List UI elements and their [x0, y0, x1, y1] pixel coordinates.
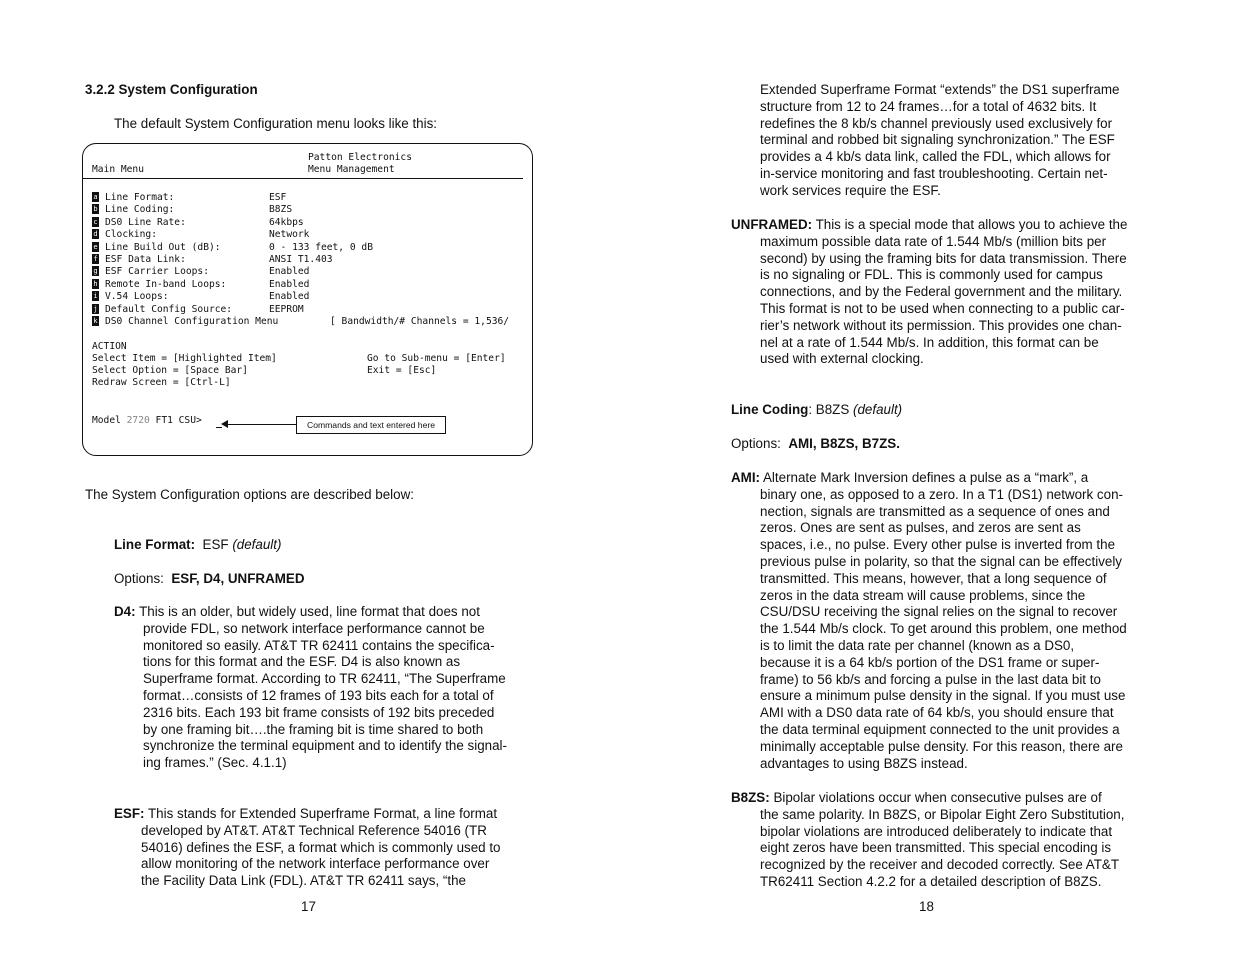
d4-description [114, 604, 507, 772]
menu-row-label: Default Config Source: [105, 303, 233, 315]
menu-key-highlight: b [93, 205, 98, 214]
paragraph-line: Extended Superframe Format “extends” the DS1 superframe [760, 82, 1120, 97]
terminal-screenshot [82, 143, 533, 456]
menu-row-label: ESF Carrier Loops: [105, 266, 209, 278]
paragraph-line: eight zeros have been transmitted. This special encoding is [760, 840, 1112, 856]
paragraph-line: in-service monitoring and fast troubleshooting. Certain net- [760, 165, 1108, 181]
paragraph-line: structure from 12 to 24 frames…for a total of 4632 bits. It [760, 98, 1097, 114]
paragraph-line: This format is not to be used when connecting to a public car- [760, 300, 1125, 316]
paragraph-line: connections, and by the Federal government and the military. [760, 284, 1123, 300]
paragraph-line: recognized by the receiver and decoded correctly. See AT&T [760, 857, 1120, 873]
menu-row-value: [ Bandwidth/# Channels = 1,536/ [330, 316, 510, 327]
terminal-company: Patton Electronics [308, 152, 412, 163]
menu-key-highlight: e [93, 242, 98, 251]
menu-row-label: DS0 Line Rate: [105, 216, 186, 228]
paragraph-line: ing frames.” (Sec. 4.1.1) [143, 755, 287, 771]
paragraph-line: provides a 4 kb/s data link, called the FDL, which allows for [760, 149, 1111, 165]
menu-key-highlight: f [93, 255, 98, 263]
menu-row-label: ESF Data Link: [105, 254, 186, 265]
paragraph-line: Superframe format. According to TR 62411, “The Superframe [143, 671, 506, 687]
paragraph-heading: D4: [114, 604, 136, 619]
terminal-action-redraw: Redraw Screen = [Ctrl-L] [92, 377, 231, 388]
paragraph-line: transmitted. This means, however, that a long sequence of [760, 570, 1107, 586]
paragraph-line: previous pulse in polarity, so that the signal can be effectively [760, 553, 1123, 569]
paragraph-line: Bipolar violations occur when consecutive pulses are of [773, 790, 1102, 805]
paragraph-line: Alternate Mark Inversion defines a pulse as a “mark”, a [763, 470, 1089, 485]
paragraph-line: redefines the 8 kb/s channel previously used exclusively for [760, 115, 1113, 131]
paragraph-line: because it is a 64 kb/s portion of the DS1 frame or super- [760, 654, 1100, 670]
menu-row-label: Clocking: [105, 229, 157, 241]
paragraph-line: zeros in the data stream will cause problems, since the [760, 587, 1086, 603]
paragraph-heading: AMI: [731, 470, 761, 485]
page-number-right: 18 [919, 899, 934, 914]
menu-key-highlight: c [93, 217, 98, 226]
page-number-left: 17 [301, 899, 316, 914]
ami-description [731, 470, 1127, 772]
menu-row-label: Line Coding: [105, 204, 175, 216]
paragraph-line: CSU/DSU receiving the signal relies on the signal to recover [760, 604, 1118, 620]
paragraph-line: work services require the ESF. [760, 182, 941, 198]
menu-key-highlight: g [93, 267, 98, 276]
menu-row-value: B8ZS [269, 204, 293, 216]
paragraph-line: tions for this format and the ESF. D4 is also known as [143, 654, 461, 670]
paragraph-line: the same polarity. In B8ZS, or Bipolar Eight Zero Substitution, [760, 806, 1125, 822]
menu-row-value: Enabled [269, 278, 310, 290]
paragraph-line: 2316 bits. Each 193 bit frame consists of 192 bits preceded [143, 704, 495, 720]
paragraph-line: rier’s network without its permission. This provides one chan- [760, 317, 1122, 333]
paragraph-line: maximum possible data rate of 1.544 Mb/s (million bits per [760, 233, 1107, 249]
paragraph-line: the 1.544 Mb/s clock. To get around this problem, one method [760, 621, 1127, 637]
paragraph-line: second) by using the framing bits for data transmission. There [760, 250, 1127, 266]
paragraph-heading: B8ZS: [731, 790, 770, 805]
menu-row-value: ANSI T1.403 [269, 254, 333, 265]
paragraph-line: This is an older, but widely used, line format that does not [139, 604, 480, 619]
options-intro: The System Configuration options are described below: [85, 487, 414, 502]
line-format-line: Line Format: ESF (default) [114, 537, 282, 552]
paragraph-line: spaces, i.e., no pulse. Every other pulse is inverted from the [760, 537, 1116, 553]
b8zs-description [731, 790, 1124, 891]
paragraph-line: This is a special mode that allows you to achieve the [815, 217, 1128, 232]
terminal-menu-title: Main Menu [92, 164, 144, 175]
paragraph-line: monitored so easily. AT&T TR 62411 contains the specifica- [143, 637, 495, 653]
paragraph-line: TR62411 Section 4.2.2 for a detailed description of B8ZS. [760, 873, 1102, 889]
paragraph-line: nection, signals are transmitted as a sequence of ones and [760, 503, 1110, 519]
menu-row-label: Line Build Out (dB): [105, 241, 221, 253]
menu-row-label: Remote In-band Loops: [105, 278, 227, 290]
paragraph-line: binary one, as opposed to a zero. In a T1 (DS1) network con- [760, 486, 1123, 502]
menu-key-highlight: a [93, 193, 98, 201]
terminal-action-select-item: Select Item = [Highlighted Item] [92, 353, 277, 364]
paragraph-line: zeros. Ones are sent as pulses, and zeros are sent as [760, 520, 1081, 536]
paragraph-line: terminal and robbed bit signaling synchronization.” The ESF [760, 132, 1115, 148]
line-format-options: Options: ESF, D4, UNFRAMED [114, 571, 305, 586]
line-coding-options: Options: AMI, B8ZS, B7ZS. [731, 436, 900, 451]
menu-row-label: V.54 Loops: [105, 291, 169, 303]
terminal-action-exit: Exit = [Esc] [367, 365, 437, 376]
paragraph-line: This stands for Extended Superframe Format, a line format [148, 806, 498, 821]
menu-row-value: Enabled [269, 266, 310, 278]
menu-row-value: 0 - 133 feet, 0 dB [269, 241, 373, 253]
menu-key-highlight: i [93, 292, 98, 301]
menu-row-label: Line Format: [105, 192, 175, 203]
paragraph-line: developed by AT&T. AT&T Technical Reference 54016 (TR [141, 822, 487, 838]
paragraph-line: the data terminal equipment connected to the unit provides a [760, 721, 1120, 737]
section-heading: 3.2.2 System Configuration [85, 82, 258, 97]
paragraph-line: used with external clocking. [760, 351, 924, 367]
terminal-menu-subtitle: Menu Management [308, 164, 395, 175]
paragraph-line: advantages to using B8ZS instead. [760, 755, 968, 771]
paragraph-line: 54016) defines the ESF, a format which is commonly used to [141, 839, 501, 855]
callout-arrow-line [227, 424, 296, 425]
paragraph-line: is to limit the data rate per channel (known as a DS0, [760, 637, 1075, 653]
terminal-action-select-option: Select Option = [Space Bar] [92, 365, 248, 376]
callout-label: Commands and text entered here [296, 416, 446, 434]
paragraph-line: synchronize the terminal equipment and to identify the signal- [143, 738, 507, 754]
paragraph-line: minimally acceptable pulse density. For this reason, there are [760, 738, 1123, 754]
menu-key-highlight: j [93, 304, 98, 313]
paragraph-line: frame) to 56 kb/s and forcing a pulse in the last data bit to [760, 671, 1101, 687]
paragraph-line: AMI with a DS0 data rate of 64 kb/s, you should ensure that [760, 705, 1114, 721]
menu-key-highlight: d [93, 230, 98, 239]
paragraph-heading: ESF: [114, 806, 145, 821]
menu-row-value: EEPROM [269, 303, 304, 315]
terminal-action-heading: ACTION [92, 341, 127, 352]
paragraph-line: nel at a rate of 1.544 Mb/s. In addition, this format can be [760, 334, 1099, 350]
paragraph-line: format…consists of 12 frames of 193 bits each for a total of [143, 687, 494, 703]
esf-description [114, 806, 501, 890]
menu-row-value: ESF [269, 192, 287, 203]
unframed-description [731, 217, 1127, 368]
menu-key-highlight: k [93, 317, 98, 325]
paragraph-line: the Facility Data Link (FDL). AT&T TR 62411 says, “the [141, 873, 466, 889]
paragraph-line: allow monitoring of the network interface performance over [141, 856, 490, 872]
terminal-divider [83, 178, 523, 179]
paragraph-heading: UNFRAMED: [731, 217, 813, 232]
paragraph-line: provide FDL, so network interface performance cannot be [143, 620, 485, 636]
paragraph-line: ensure a minimum pulse density in the signal. If you must use [760, 688, 1126, 704]
terminal-action-submenu: Go to Sub-menu = [Enter] [367, 353, 506, 364]
paragraph-line: bipolar violations are introduced deliberately to indicate that [760, 823, 1113, 839]
intro-text: The default System Configuration menu looks like this: [114, 116, 438, 131]
paragraph-line: is no signaling or FDL. This is commonly used for campus [760, 267, 1103, 283]
terminal-prompt: Model 2720 FT1 CSU> [92, 415, 202, 426]
menu-row-value: Enabled [269, 291, 310, 303]
paragraph-line: by one framing bit….the framing bit is time shared to both [143, 721, 484, 737]
esf-continued [760, 82, 1119, 200]
menu-row-value: 64kbps [269, 216, 304, 228]
menu-row-label: DS0 Channel Configuration Menu [105, 316, 279, 327]
menu-row-value: Network [269, 229, 310, 241]
line-coding-line: Line Coding: B8ZS (default) [731, 402, 903, 417]
menu-key-highlight: h [93, 279, 98, 288]
